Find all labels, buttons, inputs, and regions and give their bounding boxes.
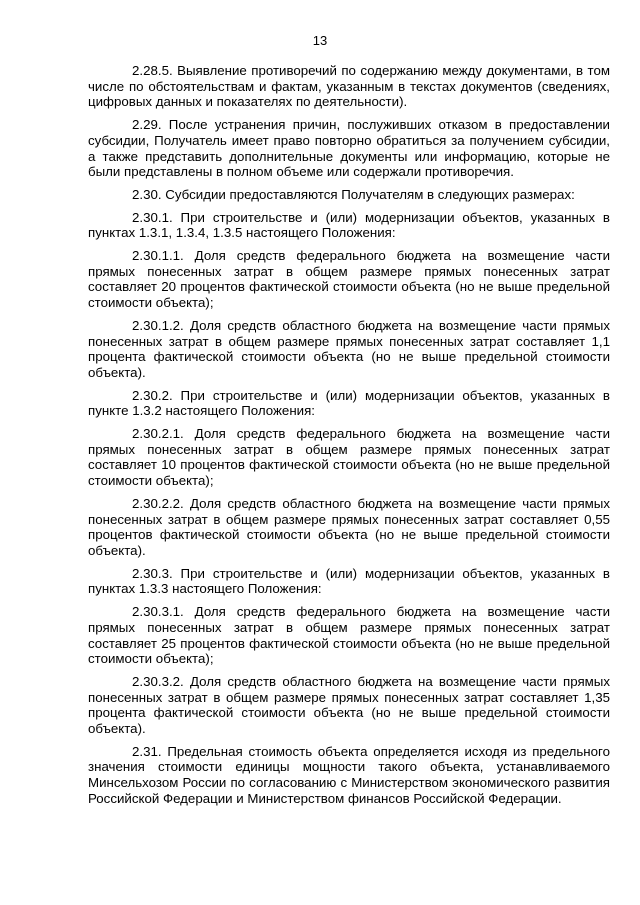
paragraph-2-30-1: 2.30.1. При строительстве и (или) модернизации объектов, указанных в пунктах 1.3.1, 1.3.4, 1.3.5 настоящего Положения: [88,209,610,241]
document-body [88,63,610,814]
paragraph-2-31: 2.31. Предельная стоимость объекта определяется исходя из предельного значения стоимости единицы мощности такого объекта, устанавливаемого Минсельхозом России по согласованию с Министерством экономического развития Российской Федерации и Министерством финансов Российской Федерации. [88,743,610,806]
paragraph-2-30: 2.30. Субсидии предоставляются Получателям в следующих размерах: [132,186,575,202]
paragraph-2-30-3-2: 2.30.3.2. Доля средств областного бюджета на возмещение части прямых понесенных затрат в общем размере прямых понесенных затрат составляет 1,35 процента фактической стоимости объекта (но не выше предельной стоимости объекта). [88,673,610,737]
paragraph-2-28-5: 2.28.5. Выявление противоречий по содержанию между документами, в том числе по обстоятельствам и фактам, указанным в текстах документов (сведениях, цифровых данных и показателях по деятельности). [88,63,610,110]
paragraph-2-30-2: 2.30.2. При строительстве и (или) модернизации объектов, указанных в пункте 1.3.2 настоящего Положения: [88,387,610,419]
paragraph-2-30-3-1: 2.30.3.1. Доля средств федерального бюджета на возмещение части прямых понесенных затрат в общем размере прямых понесенных затрат составляет 25 процентов фактической стоимости объекта (но не выше предельной стоимости объекта); [88,604,610,667]
paragraph-2-29: 2.29. После устранения причин, послуживших отказом в предоставлении субсидии, Получатель имеет право повторно обратиться за получением субсидии, а также представить дополнительные документы или информацию, которые не были представлены в полном объеме или содержали противоречия. [88,117,610,180]
paragraph-2-30-1-2: 2.30.1.2. Доля средств областного бюджета на возмещение части прямых понесенных затрат в общем размере прямых понесенных затрат составляет 1,1 процента фактической стоимости объекта (но не выше предельной стоимости объекта). [88,317,610,380]
paragraph-2-30-3: 2.30.3. При строительстве и (или) модернизации объектов, указанных в пунктах 1.3.3 настоящего Положения: [88,565,610,597]
paragraph-2-30-2-1: 2.30.2.1. Доля средств федерального бюджета на возмещение части прямых понесенных затрат в общем размере прямых понесенных затрат составляет 10 процентов фактической стоимости объекта (но не выше предельной стоимости объекта); [88,426,610,489]
paragraph-2-30-1-1: 2.30.1.1. Доля средств федерального бюджета на возмещение части прямых понесенных затрат в общем размере прямых понесенных затрат составляет 20 процентов фактической стоимости объекта (но не выше предельной стоимости объекта); [88,248,610,311]
page-number: 13 [312,33,328,48]
paragraph-2-30-2-2: 2.30.2.2. Доля средств областного бюджета на возмещение части прямых понесенных затрат в общем размере прямых понесенных затрат составляет 0,55 процентов фактической стоимости объекта (но не выше предельной стоимости объекта). [88,495,610,558]
